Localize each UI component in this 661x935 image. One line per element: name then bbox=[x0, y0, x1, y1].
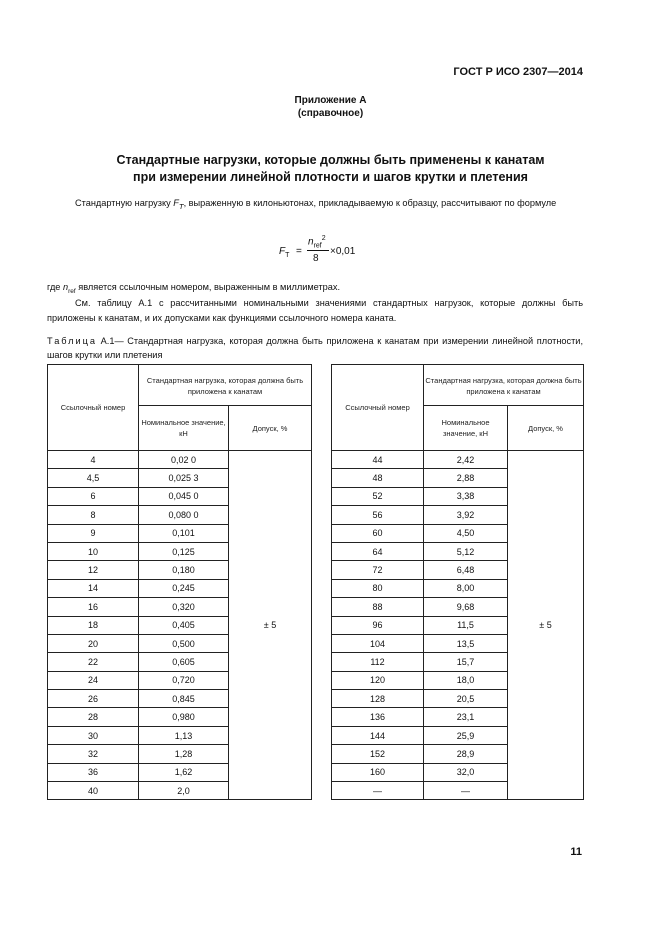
ref-number-cell: 9 bbox=[48, 524, 139, 542]
title-line-1: Стандартные нагрузки, которые должны быть применены к канатам bbox=[116, 153, 545, 167]
nominal-value-cell: 0,720 bbox=[139, 671, 229, 689]
ref-number-cell: 88 bbox=[332, 598, 424, 616]
ref-number-cell: 6 bbox=[48, 487, 139, 505]
nominal-value-cell: 15,7 bbox=[424, 653, 508, 671]
nominal-value-cell: 25,9 bbox=[424, 726, 508, 744]
nominal-value-cell: 2,42 bbox=[424, 451, 508, 469]
nominal-value-cell: 1,13 bbox=[139, 726, 229, 744]
ref-number-cell: 4,5 bbox=[48, 469, 139, 487]
ref-number-cell: 112 bbox=[332, 653, 424, 671]
ref-number-cell: 152 bbox=[332, 745, 424, 763]
nominal-value-cell: 1,28 bbox=[139, 745, 229, 763]
fraction-bar bbox=[307, 250, 329, 251]
paragraph-see-table: См. таблицу А.1 с рассчитанными номинальными значениями стандартных нагрузок, которые должны быть приложены к канатам, и их допусками как функциями ссылочного номера каната. bbox=[47, 298, 583, 323]
annex-heading bbox=[0, 94, 661, 120]
formula-multiplier: ×0,01 bbox=[330, 246, 356, 257]
ref-number-cell: 28 bbox=[48, 708, 139, 726]
header-standard-load: Стандартная нагрузка, которая должна быть приложена к канатам bbox=[139, 365, 312, 406]
nominal-value-cell: 0,500 bbox=[139, 634, 229, 652]
ref-number-cell: 160 bbox=[332, 763, 424, 781]
nominal-value-cell: 0,405 bbox=[139, 616, 229, 634]
loads-table-left bbox=[47, 364, 312, 800]
page-number: 11 bbox=[570, 846, 582, 858]
nominal-value-cell: 6,48 bbox=[424, 561, 508, 579]
ref-number-cell: 64 bbox=[332, 542, 424, 560]
ref-number-cell: 18 bbox=[48, 616, 139, 634]
nominal-value-cell: 2,88 bbox=[424, 469, 508, 487]
nominal-value-cell: 0,080 0 bbox=[139, 506, 229, 524]
ref-number-cell: 120 bbox=[332, 671, 424, 689]
formula-ft: $F_T$ bbox=[279, 246, 290, 259]
ref-number-cell: 36 bbox=[48, 763, 139, 781]
table-caption bbox=[47, 334, 583, 362]
ref-number-cell: 80 bbox=[332, 579, 424, 597]
nominal-value-cell: 0,245 bbox=[139, 579, 229, 597]
tolerance-cell: ± 5 bbox=[229, 451, 312, 800]
nominal-value-cell: 13,5 bbox=[424, 634, 508, 652]
nominal-value-cell: 5,12 bbox=[424, 542, 508, 560]
nominal-value-cell: 11,5 bbox=[424, 616, 508, 634]
ref-number-cell: 104 bbox=[332, 634, 424, 652]
nominal-value-cell: 20,5 bbox=[424, 690, 508, 708]
nominal-value-cell: 0,02 0 bbox=[139, 451, 229, 469]
ref-number-cell: 14 bbox=[48, 579, 139, 597]
header-row-1 bbox=[48, 365, 312, 406]
ref-number-cell: 26 bbox=[48, 690, 139, 708]
ref-number-cell: 16 bbox=[48, 598, 139, 616]
header-nominal: Номинальное значение, кН bbox=[139, 406, 229, 451]
standard-number: ГОСТ Р ИСО 2307—2014 bbox=[453, 66, 583, 78]
nominal-value-cell: 0,125 bbox=[139, 542, 229, 560]
tolerance-cell: ± 5 bbox=[508, 451, 584, 800]
nominal-value-cell: 0,605 bbox=[139, 653, 229, 671]
ref-number-cell: 10 bbox=[48, 542, 139, 560]
ref-number-cell: 52 bbox=[332, 487, 424, 505]
nominal-value-cell: 4,50 bbox=[424, 524, 508, 542]
formula-equals: = bbox=[296, 246, 302, 257]
header-ref-number: Ссылочный номер bbox=[332, 365, 424, 451]
document-title bbox=[0, 152, 661, 186]
nominal-value-cell: 8,00 bbox=[424, 579, 508, 597]
annex-title: Приложение А bbox=[294, 95, 367, 106]
formula-denominator: 8 bbox=[313, 253, 319, 264]
loads-table-right bbox=[331, 364, 584, 800]
ref-number-cell: 8 bbox=[48, 506, 139, 524]
nominal-value-cell: 2,0 bbox=[139, 782, 229, 800]
header-standard-load: Стандартная нагрузка, которая должна быть приложена к канатам bbox=[424, 365, 584, 406]
ref-number-cell: 30 bbox=[48, 726, 139, 744]
inline-ft-symbol: $F_T$ bbox=[173, 198, 184, 211]
ref-number-cell: 32 bbox=[48, 745, 139, 763]
nominal-value-cell: 23,1 bbox=[424, 708, 508, 726]
annex-subtitle: (справочное) bbox=[297, 108, 364, 119]
table-row bbox=[48, 451, 312, 469]
table-row bbox=[332, 451, 584, 469]
ref-number-cell: 48 bbox=[332, 469, 424, 487]
nominal-value-cell: 18,0 bbox=[424, 671, 508, 689]
ref-number-cell: 12 bbox=[48, 561, 139, 579]
ref-number-cell: 44 bbox=[332, 451, 424, 469]
intro-text-end: , выраженную в килоньютонах, прикладываемую к образцу, рассчитывают по формуле bbox=[183, 198, 557, 208]
table-label: Таблица bbox=[47, 336, 98, 346]
ref-number-cell: 136 bbox=[332, 708, 424, 726]
ref-number-cell: 56 bbox=[332, 506, 424, 524]
nominal-value-cell: 0,320 bbox=[139, 598, 229, 616]
ref-number-cell: — bbox=[332, 782, 424, 800]
ref-number-cell: 24 bbox=[48, 671, 139, 689]
nominal-value-cell: 0,045 0 bbox=[139, 487, 229, 505]
nominal-value-cell: 28,9 bbox=[424, 745, 508, 763]
intro-text-start: Стандартную нагрузку bbox=[75, 198, 171, 208]
ref-number-cell: 72 bbox=[332, 561, 424, 579]
ref-number-cell: 144 bbox=[332, 726, 424, 744]
ref-number-cell: 4 bbox=[48, 451, 139, 469]
nominal-value-cell: 0,101 bbox=[139, 524, 229, 542]
nominal-value-cell: 0,180 bbox=[139, 561, 229, 579]
nominal-value-cell: 32,0 bbox=[424, 763, 508, 781]
ref-number-cell: 60 bbox=[332, 524, 424, 542]
header-tolerance: Допуск, % bbox=[508, 406, 584, 451]
nominal-value-cell: 0,025 3 bbox=[139, 469, 229, 487]
ref-number-cell: 22 bbox=[48, 653, 139, 671]
nominal-value-cell: 1,62 bbox=[139, 763, 229, 781]
nominal-value-cell: 0,980 bbox=[139, 708, 229, 726]
paragraph-intro bbox=[47, 196, 583, 214]
paragraph-where: где $n_{ref}$ является ссылочным номером, выраженным в миллиметрах. bbox=[47, 282, 341, 295]
title-line-2: при измерении линейной плотности и шагов крутки и плетения bbox=[133, 170, 528, 184]
header-nominal: Номинальное значение, кН bbox=[424, 406, 508, 451]
ref-number-cell: 128 bbox=[332, 690, 424, 708]
table-caption-text: А.1— Стандартная нагрузка, которая должна быть приложена к канатам при измерении линейной плотности, шагов крутки или плетения bbox=[47, 336, 583, 360]
ref-number-cell: 40 bbox=[48, 782, 139, 800]
formula-numerator: $n_{ref}^2$ bbox=[308, 235, 326, 250]
nominal-value-cell: — bbox=[424, 782, 508, 800]
header-row-1 bbox=[332, 365, 584, 406]
header-tolerance: Допуск, % bbox=[229, 406, 312, 451]
inline-nref-symbol: $n_{ref}$ bbox=[62, 282, 76, 295]
nominal-value-cell: 3,38 bbox=[424, 487, 508, 505]
nominal-value-cell: 9,68 bbox=[424, 598, 508, 616]
header-ref-number: Ссылочный номер bbox=[48, 365, 139, 451]
nominal-value-cell: 3,92 bbox=[424, 506, 508, 524]
load-formula bbox=[279, 235, 399, 268]
nominal-value-cell: 0,845 bbox=[139, 690, 229, 708]
ref-number-cell: 96 bbox=[332, 616, 424, 634]
ref-number-cell: 20 bbox=[48, 634, 139, 652]
